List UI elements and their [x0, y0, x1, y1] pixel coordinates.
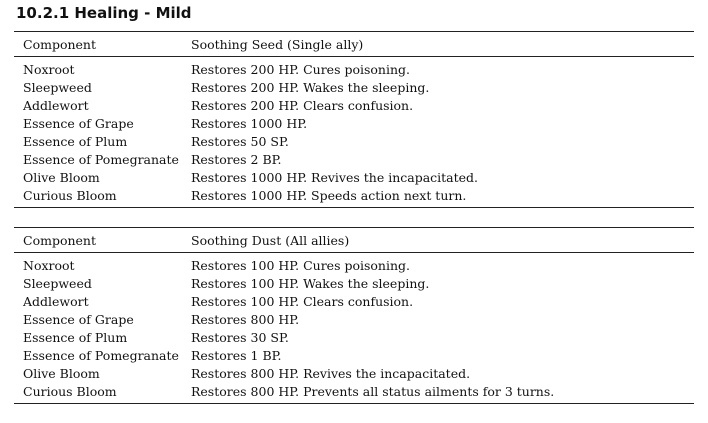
component-cell: Addlewort — [23, 98, 89, 113]
table-row — [14, 293, 694, 311]
effect-cell: Restores 2 BP. — [191, 152, 282, 167]
effect-column-header: Soothing Seed (Single ally) — [191, 37, 364, 52]
effect-cell: Restores 800 HP. Revives the incapacitated. — [191, 366, 471, 381]
component-cell: Essence of Plum — [23, 134, 128, 149]
table-row — [14, 365, 694, 383]
table-row — [14, 133, 694, 151]
table-row — [14, 347, 694, 365]
effect-cell: Restores 100 HP. Wakes the sleeping. — [191, 276, 430, 291]
component-column-header: Component — [23, 37, 96, 52]
effect-cell: Restores 800 HP. Prevents all status ailments for 3 turns. — [191, 384, 555, 399]
effect-cell: Restores 200 HP. Clears confusion. — [191, 98, 414, 113]
table-row — [14, 311, 694, 329]
table-row — [14, 115, 694, 133]
table-row — [14, 253, 694, 276]
component-column-header: Component — [23, 233, 96, 248]
component-cell: Noxroot — [23, 62, 75, 77]
component-cell: Essence of Pomegranate — [23, 348, 179, 363]
table-row — [14, 187, 694, 208]
table-row — [14, 151, 694, 169]
effect-column-header: Soothing Dust (All allies) — [191, 233, 350, 248]
table-row — [14, 169, 694, 187]
effect-cell: Restores 200 HP. Wakes the sleeping. — [191, 80, 430, 95]
table-row — [14, 275, 694, 293]
effect-cell: Restores 100 HP. Clears confusion. — [191, 294, 414, 309]
effect-cell: Restores 1 BP. — [191, 348, 282, 363]
component-cell: Curious Bloom — [23, 384, 117, 399]
component-cell: Olive Bloom — [23, 366, 100, 381]
component-cell: Sleepweed — [23, 80, 92, 95]
effect-cell: Restores 200 HP. Cures poisoning. — [191, 62, 411, 77]
component-cell: Essence of Plum — [23, 330, 128, 345]
component-cell: Sleepweed — [23, 276, 92, 291]
effect-cell: Restores 800 HP. — [191, 312, 300, 327]
component-cell: Essence of Grape — [23, 116, 134, 131]
effect-cell: Restores 30 SP. — [191, 330, 289, 345]
component-cell: Olive Bloom — [23, 170, 100, 185]
component-cell: Curious Bloom — [23, 188, 117, 203]
soothing-dust-table — [14, 227, 694, 404]
table-row — [14, 57, 694, 80]
soothing-seed-table — [14, 31, 694, 208]
component-cell: Addlewort — [23, 294, 89, 309]
effect-cell: Restores 100 HP. Cures poisoning. — [191, 258, 411, 273]
table-row — [14, 383, 694, 404]
table-row — [14, 329, 694, 347]
effect-cell: Restores 50 SP. — [191, 134, 289, 149]
effect-cell: Restores 1000 HP. — [191, 116, 308, 131]
component-cell: Essence of Pomegranate — [23, 152, 179, 167]
component-cell: Essence of Grape — [23, 312, 134, 327]
table-header-row — [14, 32, 694, 57]
table-row — [14, 79, 694, 97]
effect-cell: Restores 1000 HP. Speeds action next turn. — [191, 188, 467, 203]
section-title: 10.2.1 Healing - Mild — [16, 4, 192, 22]
table-header-row — [14, 228, 694, 253]
table-row — [14, 97, 694, 115]
component-cell: Noxroot — [23, 258, 75, 273]
effect-cell: Restores 1000 HP. Revives the incapacitated. — [191, 170, 479, 185]
